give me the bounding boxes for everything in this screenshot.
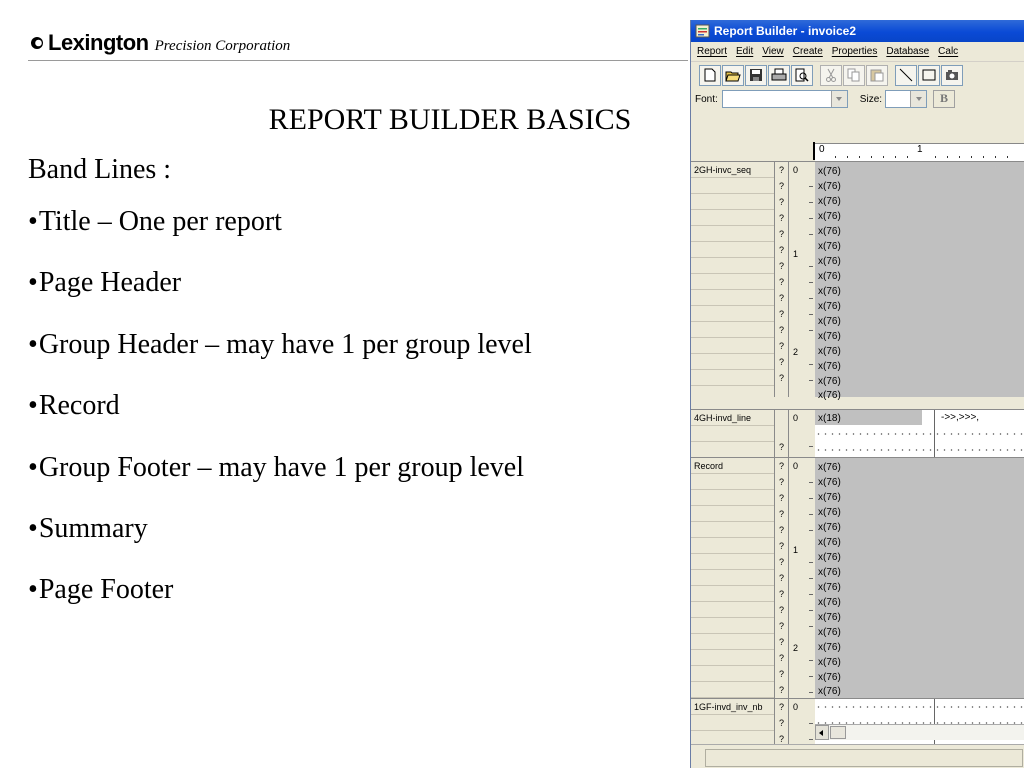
field-x76[interactable]: x(76) <box>818 522 841 533</box>
menu-create[interactable]: Create <box>792 46 823 57</box>
bullet-item: •Record <box>28 390 120 422</box>
box-icon[interactable] <box>918 65 940 86</box>
menu-database[interactable]: Database <box>886 46 930 57</box>
print-icon[interactable] <box>768 65 790 86</box>
field-x76[interactable]: x(76) <box>818 582 841 593</box>
field-x76[interactable]: x(76) <box>818 376 841 387</box>
slide-title: REPORT BUILDER BASICS <box>268 103 632 136</box>
report-builder-window <box>690 20 1024 768</box>
copy-icon[interactable] <box>843 65 865 86</box>
band-4gh-invd-line[interactable] <box>691 409 1024 457</box>
field-x76[interactable]: x(76) <box>818 492 841 503</box>
line-icon[interactable] <box>895 65 917 86</box>
ruler-mark: 0 <box>819 144 825 155</box>
field-x76[interactable]: x(76) <box>818 686 841 697</box>
cut-icon[interactable] <box>820 65 842 86</box>
font-bar <box>691 88 1024 110</box>
chevron-down-icon[interactable] <box>831 91 847 107</box>
slide-subtitle: Band Lines : <box>28 154 172 185</box>
field-x76[interactable]: x(76) <box>818 567 841 578</box>
field-x76[interactable]: x(76) <box>818 316 841 327</box>
horizontal-scrollbar[interactable] <box>815 724 1024 740</box>
title-bar[interactable] <box>691 20 1024 42</box>
band-marker-column: ? ? ? ? ? ? ? ? ? ? ? ? ? ? <box>775 161 789 397</box>
band-canvas[interactable] <box>815 409 1024 457</box>
report-design-area <box>691 161 1024 745</box>
field-x76[interactable]: x(76) <box>818 462 841 473</box>
bullet-item: •Title – One per report <box>28 206 282 237</box>
band-marker-column: ? ? ? <box>775 698 789 746</box>
menu-edit[interactable]: Edit <box>736 46 754 57</box>
open-icon[interactable] <box>722 65 744 86</box>
field-x76[interactable]: x(76) <box>818 627 841 638</box>
field-x76[interactable]: x(76) <box>818 657 841 668</box>
logo-subtitle: Precision Corporation <box>154 38 291 54</box>
band-label: 4GH-invd_line <box>691 409 775 457</box>
band-marker-column: ? ? ? ? ? ? ? ? ? ? ? ? ? ? ? <box>775 457 789 698</box>
field-x76[interactable]: x(76) <box>818 361 841 372</box>
line-number-column: 0 1 2 <box>789 161 815 397</box>
field-x76[interactable]: x(76) <box>818 196 841 207</box>
toolbar <box>691 62 1024 88</box>
menu-bar <box>691 42 1024 62</box>
menu-calc[interactable]: Calc <box>938 46 959 57</box>
band-label: 1GF-invd_inv_nb <box>691 698 775 746</box>
bold-button[interactable]: B <box>933 90 955 108</box>
band-canvas[interactable] <box>815 457 1024 698</box>
font-select[interactable] <box>722 90 848 108</box>
new-icon[interactable] <box>699 65 721 86</box>
field-x76[interactable]: x(76) <box>818 672 841 683</box>
field-x76[interactable]: x(76) <box>818 390 841 401</box>
status-pane <box>705 749 1023 767</box>
field-x76[interactable]: x(76) <box>818 346 841 357</box>
company-logo <box>30 30 290 56</box>
bullet-item: •Group Footer – may have 1 per group level <box>28 451 525 483</box>
picture-icon[interactable] <box>941 65 963 86</box>
field-x76[interactable]: x(76) <box>818 211 841 222</box>
preview-icon[interactable] <box>791 65 813 86</box>
ruler-cursor <box>813 142 815 160</box>
horizontal-ruler[interactable] <box>815 143 1024 161</box>
field-x76[interactable]: x(76) <box>818 226 841 237</box>
field-x76[interactable]: x(76) <box>818 477 841 488</box>
bullet-item: •Group Header – may have 1 per group level <box>28 328 532 360</box>
bullet-item: •Summary <box>28 512 148 544</box>
bullet-item: •Page Header <box>28 267 182 299</box>
ruler-row <box>691 137 1024 161</box>
window-title: Report Builder - invoice2 <box>714 24 857 38</box>
bullet-item: •Page Footer <box>28 574 174 606</box>
ruler-mark: 1 <box>917 144 923 155</box>
field-x76[interactable]: x(76) <box>818 331 841 342</box>
save-icon[interactable] <box>745 65 767 86</box>
size-select[interactable] <box>885 90 927 108</box>
field-x76[interactable]: x(76) <box>818 166 841 177</box>
field-x76[interactable]: x(76) <box>818 642 841 653</box>
app-icon <box>695 24 710 38</box>
band-record[interactable] <box>691 457 1024 698</box>
scroll-thumb[interactable] <box>830 726 846 739</box>
field-x18[interactable]: x(18) <box>818 413 841 424</box>
menu-report[interactable]: Report <box>697 46 728 57</box>
menu-properties[interactable]: Properties <box>831 46 878 57</box>
field-x76[interactable]: x(76) <box>818 597 841 608</box>
field-x76[interactable]: x(76) <box>818 612 841 623</box>
line-number-column: 0 <box>789 409 815 457</box>
logo-name: Lexington <box>48 30 149 55</box>
scroll-left-icon[interactable] <box>815 725 829 740</box>
band-label: 2GH-invc_seq <box>691 161 775 397</box>
band-marker-column: ? <box>775 409 789 457</box>
chevron-down-icon[interactable] <box>910 91 926 107</box>
field-x76[interactable]: x(76) <box>818 507 841 518</box>
band-2gh-invc-seq[interactable] <box>691 161 1024 401</box>
paste-icon[interactable] <box>866 65 888 86</box>
field-x76[interactable]: x(76) <box>818 286 841 297</box>
field-x76[interactable]: x(76) <box>818 537 841 548</box>
font-label: Font: <box>695 93 718 105</box>
size-label: Size: <box>859 93 883 105</box>
status-bar <box>691 744 1024 768</box>
field-x76[interactable]: x(76) <box>818 271 841 282</box>
numeric-field[interactable]: ->>,>>>, <box>941 412 980 423</box>
logo-mark-icon <box>30 36 44 50</box>
header-rule <box>28 60 688 61</box>
bullet-list <box>28 206 532 636</box>
line-number-column: 0 1 2 <box>789 457 815 698</box>
field-x76[interactable]: x(76) <box>818 181 841 192</box>
band-label: Record <box>691 457 775 698</box>
band-canvas[interactable] <box>815 161 1024 401</box>
field-x76[interactable]: x(76) <box>818 256 841 267</box>
field-x76[interactable]: x(76) <box>818 552 841 563</box>
field-x76[interactable]: x(76) <box>818 301 841 312</box>
menu-view[interactable]: View <box>762 46 784 57</box>
line-number-column: 0 <box>789 698 815 746</box>
field-x76[interactable]: x(76) <box>818 241 841 252</box>
